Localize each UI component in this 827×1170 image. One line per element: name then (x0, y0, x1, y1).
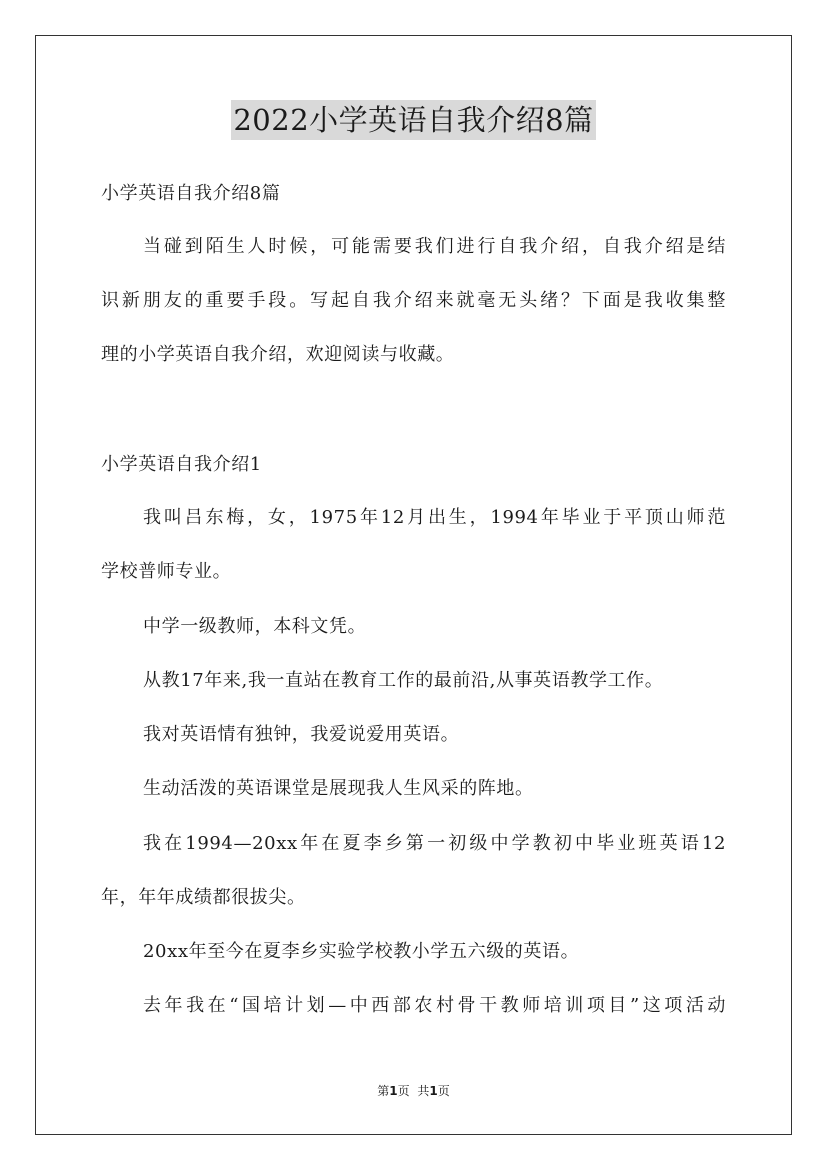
paragraph-line-5: 我对英语情有独钟，我爱说爱用英语。 (143, 724, 460, 745)
paragraph-line-2: 学校普师专业。 (101, 561, 232, 582)
footer-total-pages: 1 (429, 1084, 438, 1098)
section-heading: 小学英语自我介绍1 (101, 454, 262, 475)
paragraph-line-10: 去年我在“国培计划—中西部农村骨干教师培训项目”这项活动 (143, 995, 726, 1016)
paragraph-line-8: 年，年年成绩都很拔尖。 (101, 887, 306, 908)
footer-page-number: 1 (389, 1084, 398, 1098)
document-title: 2022小学英语自我介绍8篇 (231, 100, 595, 140)
paragraph-line-7: 我在1994—20xx年在夏李乡第一初级中学教初中毕业班英语12 (143, 833, 726, 854)
document-subtitle: 小学英语自我介绍8篇 (101, 183, 281, 204)
paragraph-line-1: 我叫吕东梅，女，1975年12月出生，1994年毕业于平顶山师范 (143, 507, 726, 528)
paragraph-line-3: 中学一级教师，本科文凭。 (143, 616, 367, 637)
paragraph-line-9: 20xx年至今在夏李乡实验学校教小学五六级的英语。 (143, 941, 580, 962)
footer-page-unit: 页 (397, 1084, 410, 1098)
footer-prefix: 第 (377, 1084, 390, 1098)
footer-total-unit: 页 (437, 1084, 450, 1098)
intro-line-1: 当碰到陌生人时候，可能需要我们进行自我介绍，自我介绍是结 (143, 236, 726, 257)
footer-total-prefix: 共 (417, 1084, 430, 1098)
intro-line-2: 识新朋友的重要手段。写起自我介绍来就毫无头绪？下面是我收集整 (101, 290, 726, 311)
paragraph-line-6: 生动活泼的英语课堂是展现我人生风采的阵地。 (143, 778, 534, 799)
page-footer (0, 1083, 827, 1099)
intro-line-3: 理的小学英语自我介绍，欢迎阅读与收藏。 (101, 344, 455, 365)
paragraph-line-4: 从教17年来,我一直站在教育工作的最前沿,从事英语教学工作。 (143, 670, 664, 691)
title-container (0, 100, 827, 140)
